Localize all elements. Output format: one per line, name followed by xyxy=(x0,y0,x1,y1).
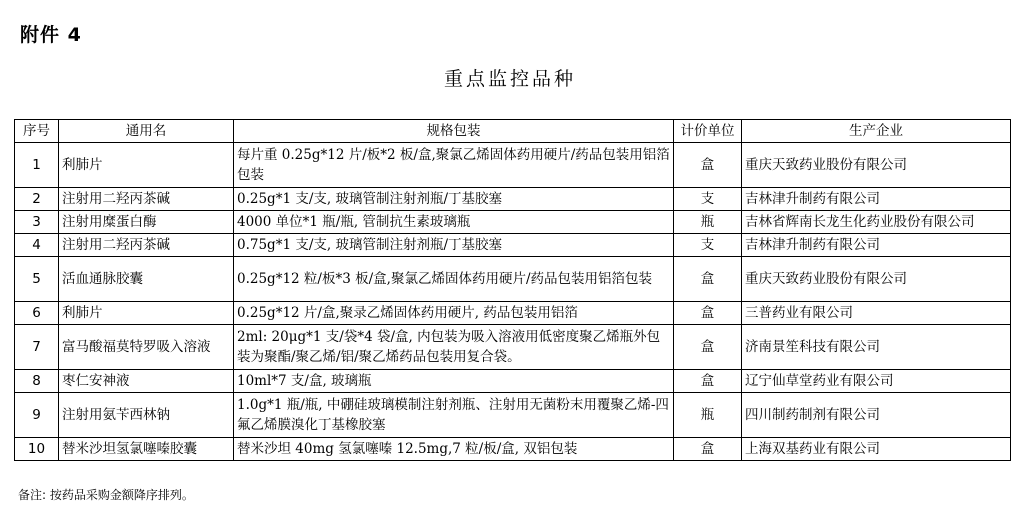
row-unit: 盒 xyxy=(674,257,742,302)
table-row xyxy=(15,325,1011,370)
row-unit: 盒 xyxy=(674,370,742,393)
row-index: 6 xyxy=(15,302,59,325)
row-spec: 4000 单位*1 瓶/瓶, 管制抗生素玻璃瓶 xyxy=(234,211,674,234)
drug-table xyxy=(14,119,1011,461)
row-spec: 替米沙坦 40mg 氢氯噻嗪 12.5mg,7 粒/板/盒, 双铝包装 xyxy=(234,438,674,461)
row-unit: 盒 xyxy=(674,438,742,461)
table-row xyxy=(15,370,1011,393)
row-unit: 支 xyxy=(674,234,742,257)
header-unit: 计价单位 xyxy=(674,120,742,143)
row-company: 辽宁仙草堂药业有限公司 xyxy=(742,370,1011,393)
header-index: 序号 xyxy=(15,120,59,143)
row-spec: 1.0g*1 瓶/瓶, 中硼硅玻璃模制注射剂瓶、注射用无菌粉末用覆聚乙烯-四氟乙烯膜溴化丁基橡胶塞 xyxy=(234,393,674,438)
row-unit: 支 xyxy=(674,188,742,211)
table-row xyxy=(15,302,1011,325)
row-unit: 盒 xyxy=(674,325,742,370)
table-header-row xyxy=(15,120,1011,143)
row-spec: 0.75g*1 支/支, 玻璃管制注射剂瓶/丁基胶塞 xyxy=(234,234,674,257)
table-row xyxy=(15,211,1011,234)
row-company: 重庆天致药业股份有限公司 xyxy=(742,143,1011,188)
row-name: 利肺片 xyxy=(59,143,234,188)
row-name: 替米沙坦氢氯噻嗪胶囊 xyxy=(59,438,234,461)
row-name: 注射用糜蛋白酶 xyxy=(59,211,234,234)
row-name: 注射用二羟丙茶碱 xyxy=(59,188,234,211)
row-index: 4 xyxy=(15,234,59,257)
row-name: 注射用氨苄西林钠 xyxy=(59,393,234,438)
row-index: 8 xyxy=(15,370,59,393)
row-name: 富马酸福莫特罗吸入溶液 xyxy=(59,325,234,370)
row-company: 四川制药制剂有限公司 xyxy=(742,393,1011,438)
row-unit: 盒 xyxy=(674,143,742,188)
row-company: 重庆天致药业股份有限公司 xyxy=(742,257,1011,302)
attachment-label: 附件 4 xyxy=(20,24,82,46)
row-company: 吉林津升制药有限公司 xyxy=(742,188,1011,211)
row-company: 吉林津升制药有限公司 xyxy=(742,234,1011,257)
row-name: 注射用二羟丙茶碱 xyxy=(59,234,234,257)
row-company: 三普药业有限公司 xyxy=(742,302,1011,325)
table-row xyxy=(15,143,1011,188)
document-title: 重点监控品种 xyxy=(443,68,576,90)
row-name: 利肺片 xyxy=(59,302,234,325)
row-name: 枣仁安神液 xyxy=(59,370,234,393)
row-spec: 0.25g*12 粒/板*3 板/盒,聚氯乙烯固体药用硬片/药品包装用铝箔包装 xyxy=(234,257,674,302)
header-spec: 规格包装 xyxy=(234,120,674,143)
table-row xyxy=(15,393,1011,438)
table-row xyxy=(15,257,1011,302)
row-unit: 盒 xyxy=(674,302,742,325)
row-index: 3 xyxy=(15,211,59,234)
table-row xyxy=(15,234,1011,257)
row-spec: 0.25g*12 片/盒,聚录乙烯固体药用硬片, 药品包装用铝箔 xyxy=(234,302,674,325)
table-row xyxy=(15,188,1011,211)
row-index: 7 xyxy=(15,325,59,370)
row-spec: 每片重 0.25g*12 片/板*2 板/盒,聚氯乙烯固体药用硬片/药品包装用铝箔包装 xyxy=(234,143,674,188)
row-spec: 2ml: 20μg*1 支/袋*4 袋/盒, 内包装为吸入溶液用低密度聚乙烯瓶外包装为聚酯/聚乙烯/铝/聚乙烯药品包装用复合袋。 xyxy=(234,325,674,370)
row-index: 5 xyxy=(15,257,59,302)
row-index: 2 xyxy=(15,188,59,211)
row-name: 活血通脉胶囊 xyxy=(59,257,234,302)
table-row xyxy=(15,438,1011,461)
row-spec: 0.25g*1 支/支, 玻璃管制注射剂瓶/丁基胶塞 xyxy=(234,188,674,211)
footnote: 备注: 按药品采购金额降序排列。 xyxy=(18,488,194,502)
row-unit: 瓶 xyxy=(674,211,742,234)
header-name: 通用名 xyxy=(59,120,234,143)
row-spec: 10ml*7 支/盒, 玻璃瓶 xyxy=(234,370,674,393)
row-unit: 瓶 xyxy=(674,393,742,438)
row-index: 9 xyxy=(15,393,59,438)
row-company: 上海双基药业有限公司 xyxy=(742,438,1011,461)
row-company: 济南景笙科技有限公司 xyxy=(742,325,1011,370)
header-company: 生产企业 xyxy=(742,120,1011,143)
row-index: 10 xyxy=(15,438,59,461)
row-company: 吉林省辉南长龙生化药业股份有限公司 xyxy=(742,211,1011,234)
row-index: 1 xyxy=(15,143,59,188)
